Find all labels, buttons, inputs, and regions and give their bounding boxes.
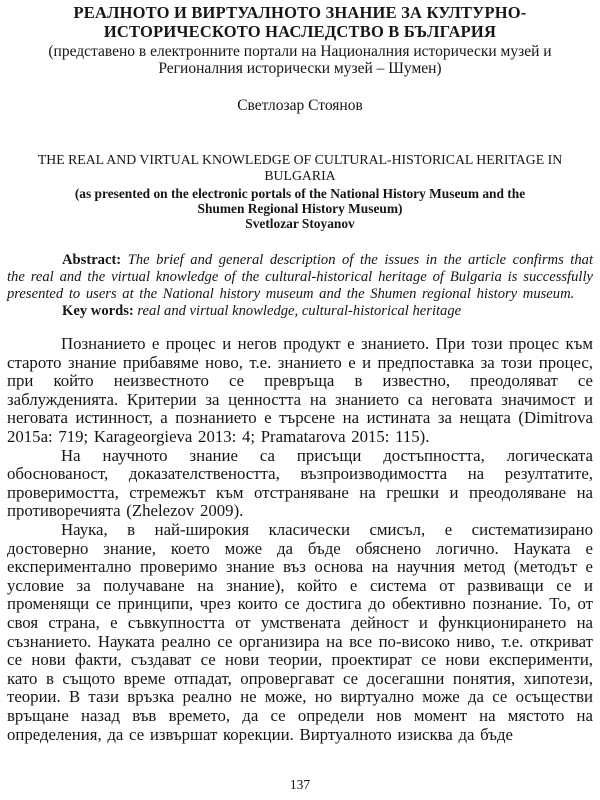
- body-paragraph-3: Наука, в най-широкия класически смисъл, е систематизирано достоверно знание, което може да бъде обяснено логично. Науката е експериментално проверимо знание въз основа на научния метод (методът е условие за получаване на знание), който е система от развиващи се и променящи се принципи, чрез които се достига до обективно познание. То, от своя страна, е съвкупността от умствената дейност и функционирането на съзнанието. Науката реално се организира на все по-високо ниво, т.е. откриват се нови факти, създават се нови теории, проектират се нови експерименти, като в същото време отпадат, опровергават се досегашни понятия, хипотези, теории. В тази връзка реално не може, но виртуално може да се осъществи връщане назад във времето, да се определи нов момент на мястото на определения, да се извършат корекции. Виртуалното изисква да бъде: [7, 520, 593, 744]
- page-number: 137: [289, 777, 311, 792]
- abstract-text: The brief and general description of the issues in the article confirms that the real and the virtual knowledge of the cultural-historical heritage of Bulgaria is successfully presented to users at the National history museum and the Shumen regional history museum.: [7, 252, 593, 303]
- author-name-bulgarian: Светлозар Стоянов: [237, 97, 363, 115]
- article-subtitle-bulgarian: (представено в електронните портали на Националния исторически музей и Регионалния исторически музей – Шумен): [48, 42, 552, 78]
- article-title-english: THE REAL AND VIRTUAL KNOWLEDGE OF CULTURAL-HISTORICAL HERITAGE IN BULGARIA: [37, 152, 563, 183]
- abstract-label: Abstract:: [62, 252, 122, 269]
- article-subtitle-english: (as presented on the electronic portals of the National History Museum and the Shumen Regional History Museum): [74, 186, 526, 217]
- keywords-text: real and virtual knowledge, cultural-historical heritage: [137, 303, 462, 320]
- article-title-bulgarian: РЕАЛНОТО И ВИРТУАЛНОТО ЗНАНИЕ ЗА КУЛТУРНО-ИСТОРИЧЕСКОТО НАСЛЕДСТВО В БЪЛГАРИЯ: [73, 3, 527, 41]
- keywords-paragraph: [7, 303, 593, 320]
- author-name-english: Svetlozar Stoyanov: [245, 216, 355, 232]
- body-paragraph-1: Познанието е процес и негов продукт е знанието. При този процес към старото знание прибавяме ново, т.е. знанието е и предпоставка за този процес, при който неизвестното се превръща в известно, преодоляват се заблужденията. Критерии за ценността на знанието са неговата значимост и неговата истинност, а познанието е търсене на истината за нещата (Dimitrova 2015a: 719; Karageorgieva 2013: 4; Pramatarova 2015: 115).: [7, 334, 593, 447]
- body-paragraph-2: На научното знание са присъщи достъпността, логическата обоснованост, доказателствеността, възпроизводимостта на резултатите, проверимостта, стремежът към отстраняване на грешки и преодоляване на противоречията (Zhelezov 2009).: [7, 445, 593, 521]
- keywords-label: Key words:: [62, 303, 134, 320]
- abstract-paragraph: [7, 252, 593, 303]
